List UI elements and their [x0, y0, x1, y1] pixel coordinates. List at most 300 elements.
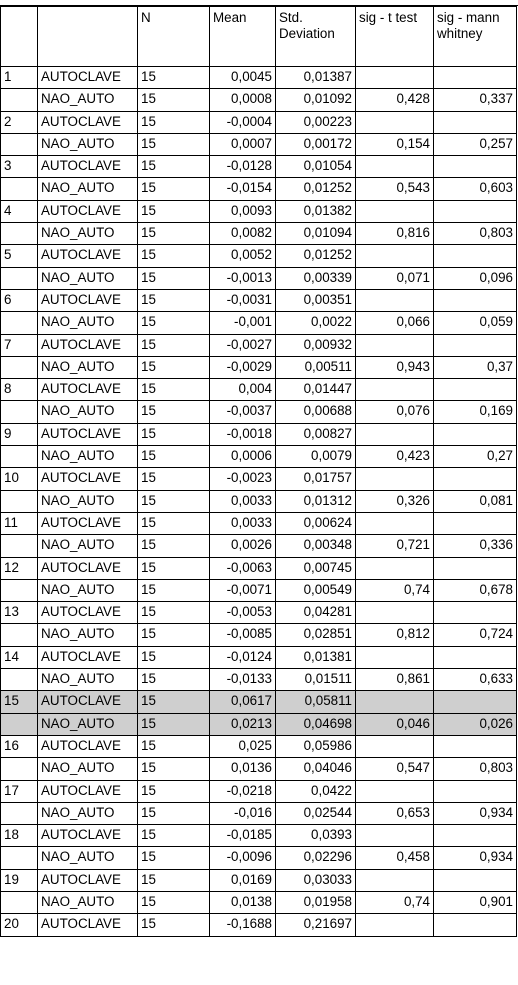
group-cell: 12	[1, 557, 38, 579]
sig-t-test-cell	[356, 468, 434, 490]
condition-cell: NAO_AUTO	[38, 847, 138, 869]
std-deviation-cell: 0,04281	[276, 602, 356, 624]
n-cell: 15	[138, 379, 210, 401]
table-row	[1, 579, 517, 601]
sig-t-test-cell: 0,721	[356, 535, 434, 557]
std-deviation-cell: 0,01381	[276, 646, 356, 668]
sig-t-test-cell: 0,154	[356, 133, 434, 155]
table-row	[1, 312, 517, 334]
sig-t-test-cell	[356, 423, 434, 445]
group-cell: 13	[1, 602, 38, 624]
group-cell: 4	[1, 200, 38, 222]
sig-t-test-cell	[356, 780, 434, 802]
table-row	[1, 200, 517, 222]
table-row	[1, 847, 517, 869]
std-deviation-cell: 0,02851	[276, 624, 356, 646]
sig-mann-whitney-cell	[434, 156, 517, 178]
mean-cell: -0,0027	[210, 334, 276, 356]
std-deviation-cell: 0,01757	[276, 468, 356, 490]
condition-cell: NAO_AUTO	[38, 669, 138, 691]
statistics-table	[0, 6, 517, 937]
sig-mann-whitney-cell: 0,934	[434, 847, 517, 869]
mean-cell: -0,0218	[210, 780, 276, 802]
group-cell	[1, 133, 38, 155]
sig-t-test-cell	[356, 156, 434, 178]
mean-cell: -0,0133	[210, 669, 276, 691]
std-deviation-cell: 0,00348	[276, 535, 356, 557]
mean-cell: 0,0045	[210, 67, 276, 89]
condition-cell: AUTOCLAVE	[38, 602, 138, 624]
n-cell: 15	[138, 312, 210, 334]
table-row	[1, 802, 517, 824]
mean-cell: -0,0124	[210, 646, 276, 668]
condition-cell: NAO_AUTO	[38, 356, 138, 378]
mean-cell: 0,0082	[210, 223, 276, 245]
std-deviation-cell: 0,05986	[276, 735, 356, 757]
mean-cell: 0,0008	[210, 89, 276, 111]
std-deviation-cell: 0,02296	[276, 847, 356, 869]
sig-mann-whitney-cell	[434, 245, 517, 267]
condition-cell: NAO_AUTO	[38, 891, 138, 913]
group-cell: 2	[1, 111, 38, 133]
mean-cell: 0,0026	[210, 535, 276, 557]
std-deviation-cell: 0,00172	[276, 133, 356, 155]
mean-cell: 0,004	[210, 379, 276, 401]
n-cell: 15	[138, 802, 210, 824]
std-deviation-cell: 0,01094	[276, 223, 356, 245]
n-cell: 15	[138, 557, 210, 579]
sig-t-test-cell: 0,423	[356, 446, 434, 468]
condition-cell: AUTOCLAVE	[38, 200, 138, 222]
condition-cell: AUTOCLAVE	[38, 869, 138, 891]
table-row	[1, 535, 517, 557]
sig-mann-whitney-cell	[434, 289, 517, 311]
sig-t-test-cell	[356, 735, 434, 757]
table-row	[1, 356, 517, 378]
condition-cell: NAO_AUTO	[38, 579, 138, 601]
table-row	[1, 646, 517, 668]
n-cell: 15	[138, 624, 210, 646]
std-deviation-cell: 0,02544	[276, 802, 356, 824]
n-cell: 15	[138, 914, 210, 936]
sig-mann-whitney-cell	[434, 111, 517, 133]
mean-cell: 0,0093	[210, 200, 276, 222]
sig-t-test-cell: 0,74	[356, 579, 434, 601]
sig-t-test-cell: 0,326	[356, 490, 434, 512]
sig-mann-whitney-cell: 0,169	[434, 401, 517, 423]
sig-mann-whitney-cell: 0,934	[434, 802, 517, 824]
table-row	[1, 624, 517, 646]
table-row	[1, 713, 517, 735]
sig-t-test-cell	[356, 334, 434, 356]
std-deviation-cell: 0,01054	[276, 156, 356, 178]
sig-mann-whitney-cell: 0,026	[434, 713, 517, 735]
mean-cell: -0,0029	[210, 356, 276, 378]
std-deviation-cell: 0,01447	[276, 379, 356, 401]
group-cell	[1, 401, 38, 423]
sig-t-test-cell: 0,812	[356, 624, 434, 646]
condition-cell: NAO_AUTO	[38, 223, 138, 245]
sig-t-test-cell	[356, 557, 434, 579]
mean-cell: 0,0138	[210, 891, 276, 913]
group-cell: 7	[1, 334, 38, 356]
sig-mann-whitney-cell	[434, 379, 517, 401]
mean-cell: -0,0031	[210, 289, 276, 311]
table-row	[1, 401, 517, 423]
n-cell: 15	[138, 602, 210, 624]
sig-mann-whitney-cell: 0,081	[434, 490, 517, 512]
sig-mann-whitney-cell: 0,336	[434, 535, 517, 557]
table-row	[1, 334, 517, 356]
sig-mann-whitney-cell	[434, 602, 517, 624]
sig-t-test-cell	[356, 289, 434, 311]
mean-cell: 0,0033	[210, 490, 276, 512]
mean-cell: 0,0052	[210, 245, 276, 267]
sig-t-test-cell: 0,066	[356, 312, 434, 334]
sig-mann-whitney-cell	[434, 468, 517, 490]
condition-cell: AUTOCLAVE	[38, 914, 138, 936]
std-deviation-cell: 0,04698	[276, 713, 356, 735]
header-sig-t-test: sig - t test	[356, 7, 434, 67]
sig-t-test-cell: 0,543	[356, 178, 434, 200]
std-deviation-cell: 0,01312	[276, 490, 356, 512]
condition-cell: AUTOCLAVE	[38, 289, 138, 311]
group-cell	[1, 713, 38, 735]
group-cell	[1, 267, 38, 289]
std-deviation-cell: 0,00932	[276, 334, 356, 356]
std-deviation-cell: 0,00351	[276, 289, 356, 311]
n-cell: 15	[138, 780, 210, 802]
condition-cell: NAO_AUTO	[38, 713, 138, 735]
sig-t-test-cell	[356, 512, 434, 534]
std-deviation-cell: 0,03033	[276, 869, 356, 891]
std-deviation-cell: 0,01382	[276, 200, 356, 222]
std-deviation-cell: 0,0022	[276, 312, 356, 334]
n-cell: 15	[138, 67, 210, 89]
std-deviation-cell: 0,00624	[276, 512, 356, 534]
std-deviation-cell: 0,04046	[276, 758, 356, 780]
n-cell: 15	[138, 89, 210, 111]
condition-cell: NAO_AUTO	[38, 624, 138, 646]
table-row	[1, 557, 517, 579]
n-cell: 15	[138, 735, 210, 757]
std-deviation-cell: 0,0393	[276, 825, 356, 847]
mean-cell: -0,0013	[210, 267, 276, 289]
n-cell: 15	[138, 512, 210, 534]
mean-cell: 0,0033	[210, 512, 276, 534]
condition-cell: AUTOCLAVE	[38, 512, 138, 534]
n-cell: 15	[138, 334, 210, 356]
table-row	[1, 289, 517, 311]
group-cell	[1, 89, 38, 111]
group-cell	[1, 758, 38, 780]
group-cell	[1, 490, 38, 512]
sig-mann-whitney-cell: 0,096	[434, 267, 517, 289]
sig-t-test-cell	[356, 691, 434, 713]
sig-mann-whitney-cell	[434, 334, 517, 356]
condition-cell: AUTOCLAVE	[38, 245, 138, 267]
std-deviation-cell: 0,01092	[276, 89, 356, 111]
sig-t-test-cell: 0,816	[356, 223, 434, 245]
sig-t-test-cell	[356, 111, 434, 133]
table-row	[1, 267, 517, 289]
std-deviation-cell: 0,00549	[276, 579, 356, 601]
sig-mann-whitney-cell	[434, 67, 517, 89]
table-body	[1, 67, 517, 937]
sig-mann-whitney-cell	[434, 735, 517, 757]
sig-mann-whitney-cell	[434, 423, 517, 445]
header-condition	[38, 7, 138, 67]
mean-cell: 0,0213	[210, 713, 276, 735]
group-cell	[1, 579, 38, 601]
table-row	[1, 245, 517, 267]
table-row	[1, 379, 517, 401]
group-cell: 14	[1, 646, 38, 668]
n-cell: 15	[138, 669, 210, 691]
mean-cell: -0,0018	[210, 423, 276, 445]
sig-t-test-cell	[356, 200, 434, 222]
table-row	[1, 691, 517, 713]
mean-cell: -0,0004	[210, 111, 276, 133]
sig-t-test-cell: 0,046	[356, 713, 434, 735]
sig-t-test-cell: 0,071	[356, 267, 434, 289]
sig-t-test-cell	[356, 914, 434, 936]
std-deviation-cell: 0,01511	[276, 669, 356, 691]
sig-t-test-cell: 0,076	[356, 401, 434, 423]
n-cell: 15	[138, 446, 210, 468]
table-row	[1, 67, 517, 89]
table-row	[1, 891, 517, 913]
table-row	[1, 223, 517, 245]
sig-mann-whitney-cell	[434, 200, 517, 222]
group-cell	[1, 223, 38, 245]
sig-t-test-cell	[356, 825, 434, 847]
condition-cell: NAO_AUTO	[38, 490, 138, 512]
mean-cell: -0,0085	[210, 624, 276, 646]
table-row	[1, 735, 517, 757]
n-cell: 15	[138, 535, 210, 557]
group-cell: 20	[1, 914, 38, 936]
group-cell	[1, 356, 38, 378]
std-deviation-cell: 0,01387	[276, 67, 356, 89]
sig-t-test-cell: 0,458	[356, 847, 434, 869]
group-cell: 17	[1, 780, 38, 802]
group-cell	[1, 891, 38, 913]
table-row	[1, 512, 517, 534]
sig-t-test-cell: 0,428	[356, 89, 434, 111]
condition-cell: AUTOCLAVE	[38, 646, 138, 668]
condition-cell: NAO_AUTO	[38, 133, 138, 155]
group-cell	[1, 312, 38, 334]
sig-mann-whitney-cell	[434, 914, 517, 936]
mean-cell: 0,0006	[210, 446, 276, 468]
n-cell: 15	[138, 223, 210, 245]
n-cell: 15	[138, 758, 210, 780]
condition-cell: NAO_AUTO	[38, 802, 138, 824]
n-cell: 15	[138, 133, 210, 155]
std-deviation-cell: 0,05811	[276, 691, 356, 713]
condition-cell: NAO_AUTO	[38, 267, 138, 289]
n-cell: 15	[138, 468, 210, 490]
std-deviation-cell: 0,00339	[276, 267, 356, 289]
header-mean: Mean	[210, 7, 276, 67]
sig-mann-whitney-cell	[434, 780, 517, 802]
group-cell: 3	[1, 156, 38, 178]
group-cell	[1, 669, 38, 691]
condition-cell: AUTOCLAVE	[38, 780, 138, 802]
n-cell: 15	[138, 825, 210, 847]
condition-cell: NAO_AUTO	[38, 89, 138, 111]
std-deviation-cell: 0,00688	[276, 401, 356, 423]
condition-cell: AUTOCLAVE	[38, 825, 138, 847]
sig-mann-whitney-cell: 0,257	[434, 133, 517, 155]
condition-cell: NAO_AUTO	[38, 535, 138, 557]
group-cell: 10	[1, 468, 38, 490]
mean-cell: -0,0053	[210, 602, 276, 624]
n-cell: 15	[138, 156, 210, 178]
sig-t-test-cell: 0,653	[356, 802, 434, 824]
n-cell: 15	[138, 891, 210, 913]
mean-cell: -0,0063	[210, 557, 276, 579]
table-row	[1, 825, 517, 847]
std-deviation-cell: 0,00511	[276, 356, 356, 378]
n-cell: 15	[138, 691, 210, 713]
table-row	[1, 758, 517, 780]
table-row	[1, 490, 517, 512]
sig-mann-whitney-cell: 0,27	[434, 446, 517, 468]
group-cell: 19	[1, 869, 38, 891]
n-cell: 15	[138, 267, 210, 289]
mean-cell: 0,0136	[210, 758, 276, 780]
mean-cell: 0,0007	[210, 133, 276, 155]
n-cell: 15	[138, 713, 210, 735]
condition-cell: AUTOCLAVE	[38, 423, 138, 445]
group-cell	[1, 178, 38, 200]
sig-mann-whitney-cell: 0,901	[434, 891, 517, 913]
group-cell	[1, 446, 38, 468]
n-cell: 15	[138, 423, 210, 445]
std-deviation-cell: 0,0079	[276, 446, 356, 468]
condition-cell: NAO_AUTO	[38, 178, 138, 200]
n-cell: 15	[138, 401, 210, 423]
group-cell: 1	[1, 67, 38, 89]
group-cell: 8	[1, 379, 38, 401]
table-row	[1, 602, 517, 624]
n-cell: 15	[138, 111, 210, 133]
std-deviation-cell: 0,00745	[276, 557, 356, 579]
table-row	[1, 133, 517, 155]
sig-t-test-cell	[356, 379, 434, 401]
mean-cell: -0,0037	[210, 401, 276, 423]
header-std-deviation: Std. Deviation	[276, 7, 356, 67]
sig-mann-whitney-cell	[434, 691, 517, 713]
sig-t-test-cell: 0,547	[356, 758, 434, 780]
sig-mann-whitney-cell: 0,603	[434, 178, 517, 200]
sig-mann-whitney-cell	[434, 825, 517, 847]
sig-t-test-cell: 0,861	[356, 669, 434, 691]
condition-cell: NAO_AUTO	[38, 758, 138, 780]
std-deviation-cell: 0,01252	[276, 178, 356, 200]
condition-cell: NAO_AUTO	[38, 446, 138, 468]
condition-cell: AUTOCLAVE	[38, 111, 138, 133]
sig-t-test-cell: 0,74	[356, 891, 434, 913]
group-cell: 11	[1, 512, 38, 534]
group-cell	[1, 802, 38, 824]
group-cell: 16	[1, 735, 38, 757]
condition-cell: AUTOCLAVE	[38, 691, 138, 713]
std-deviation-cell: 0,00827	[276, 423, 356, 445]
mean-cell: -0,001	[210, 312, 276, 334]
sig-t-test-cell	[356, 67, 434, 89]
n-cell: 15	[138, 869, 210, 891]
table-row	[1, 780, 517, 802]
sig-t-test-cell	[356, 602, 434, 624]
group-cell	[1, 624, 38, 646]
header-row	[1, 7, 517, 67]
group-cell: 6	[1, 289, 38, 311]
std-deviation-cell: 0,00223	[276, 111, 356, 133]
n-cell: 15	[138, 289, 210, 311]
header-group	[1, 7, 38, 67]
sig-t-test-cell	[356, 245, 434, 267]
sig-mann-whitney-cell	[434, 869, 517, 891]
sig-mann-whitney-cell: 0,37	[434, 356, 517, 378]
n-cell: 15	[138, 200, 210, 222]
sig-mann-whitney-cell: 0,803	[434, 223, 517, 245]
std-deviation-cell: 0,01958	[276, 891, 356, 913]
std-deviation-cell: 0,21697	[276, 914, 356, 936]
mean-cell: -0,016	[210, 802, 276, 824]
header-n: N	[138, 7, 210, 67]
table-row	[1, 869, 517, 891]
condition-cell: AUTOCLAVE	[38, 735, 138, 757]
sig-t-test-cell: 0,943	[356, 356, 434, 378]
sig-mann-whitney-cell: 0,337	[434, 89, 517, 111]
sig-mann-whitney-cell	[434, 512, 517, 534]
n-cell: 15	[138, 579, 210, 601]
n-cell: 15	[138, 356, 210, 378]
group-cell: 5	[1, 245, 38, 267]
n-cell: 15	[138, 490, 210, 512]
sig-t-test-cell	[356, 646, 434, 668]
condition-cell: NAO_AUTO	[38, 401, 138, 423]
table-row	[1, 156, 517, 178]
group-cell: 18	[1, 825, 38, 847]
group-cell	[1, 847, 38, 869]
mean-cell: -0,0096	[210, 847, 276, 869]
sig-mann-whitney-cell: 0,724	[434, 624, 517, 646]
sig-mann-whitney-cell: 0,803	[434, 758, 517, 780]
mean-cell: -0,0071	[210, 579, 276, 601]
group-cell	[1, 535, 38, 557]
mean-cell: -0,0185	[210, 825, 276, 847]
table-row	[1, 914, 517, 936]
condition-cell: AUTOCLAVE	[38, 67, 138, 89]
n-cell: 15	[138, 178, 210, 200]
condition-cell: NAO_AUTO	[38, 312, 138, 334]
condition-cell: AUTOCLAVE	[38, 379, 138, 401]
mean-cell: -0,0023	[210, 468, 276, 490]
mean-cell: -0,0154	[210, 178, 276, 200]
table-row	[1, 446, 517, 468]
sig-t-test-cell	[356, 869, 434, 891]
n-cell: 15	[138, 847, 210, 869]
mean-cell: 0,025	[210, 735, 276, 757]
n-cell: 15	[138, 245, 210, 267]
table-row	[1, 468, 517, 490]
sig-mann-whitney-cell	[434, 646, 517, 668]
sig-mann-whitney-cell: 0,059	[434, 312, 517, 334]
